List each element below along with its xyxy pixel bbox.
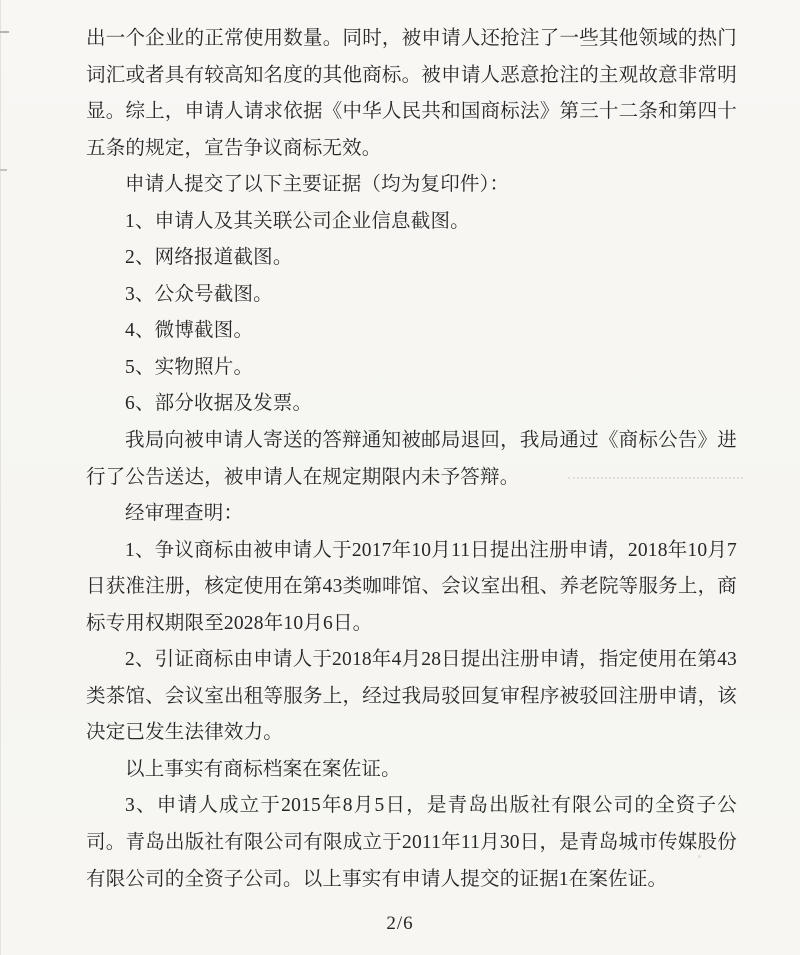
text-line: 司。青岛出版社有限公司有限成立于2011年11月30日，是青岛城市传媒股份: [86, 832, 737, 854]
text-line: 5、实物照片。: [125, 356, 254, 378]
text-line: 五条的规定，宣告争议商标无效。: [86, 137, 382, 159]
text-line: 2、引证商标由申请人于2018年4月28日提出注册申请，指定使用在第43: [125, 649, 737, 671]
text-line: 行了公告送达，被申请人在规定期限内未予答辩。: [86, 466, 520, 488]
text-line: 标专用权期限至2028年10月6日。: [86, 612, 373, 634]
text-line: 以上事实有商标档案在案佐证。: [125, 758, 401, 780]
text-line: 3、申请人成立于2015年8月5日，是青岛出版社有限公司的全资子公: [125, 795, 737, 817]
text-line: 申请人提交了以下主要证据（均为复印件）：: [125, 174, 510, 196]
text-line: 有限公司的全资子公司。以上事实有申请人提交的证据1在案佐证。: [86, 868, 668, 890]
text-line: 我局向被申请人寄送的答辩通知被邮局退回，我局通过《商标公告》进: [125, 430, 737, 452]
scan-edge-artifact: [0, 0, 1, 955]
document-text-block: [86, 21, 737, 898]
text-line: 词汇或者具有较高知名度的其他商标。被申请人恶意抢注的主观故意非常明: [86, 64, 737, 86]
text-line: 出一个企业的正常使用数量。同时，被申请人还抢注了一些其他领域的热门: [86, 28, 737, 49]
text-line: 决定已发生法律效力。: [86, 722, 284, 744]
scan-dash-artifact: [0, 169, 7, 171]
text-line: 1、争议商标由被申请人于2017年10月11日提出注册申请，2018年10月7: [125, 539, 737, 561]
text-line: 6、部分收据及发票。: [125, 393, 313, 415]
text-line: 1、申请人及其关联公司企业信息截图。: [125, 210, 470, 232]
scan-dash-artifact: [0, 31, 9, 33]
text-line: 经审理查明：: [125, 503, 244, 525]
text-line: 显。综上，申请人请求依据《中华人民共和国商标法》第三十二条和第四十: [86, 101, 737, 123]
text-line: 4、微博截图。: [125, 320, 254, 342]
page-number: 2/6: [386, 913, 414, 934]
text-line: 类茶馆、会议室出租等服务上，经过我局驳回复审程序被驳回注册申请，该: [86, 685, 737, 707]
text-line: 2、网络报道截图。: [125, 247, 293, 269]
text-line: 日获准注册，核定使用在第43类咖啡馆、会议室出租、养老院等服务上，商: [86, 576, 737, 598]
text-line: 3、公众号截图。: [125, 283, 273, 305]
